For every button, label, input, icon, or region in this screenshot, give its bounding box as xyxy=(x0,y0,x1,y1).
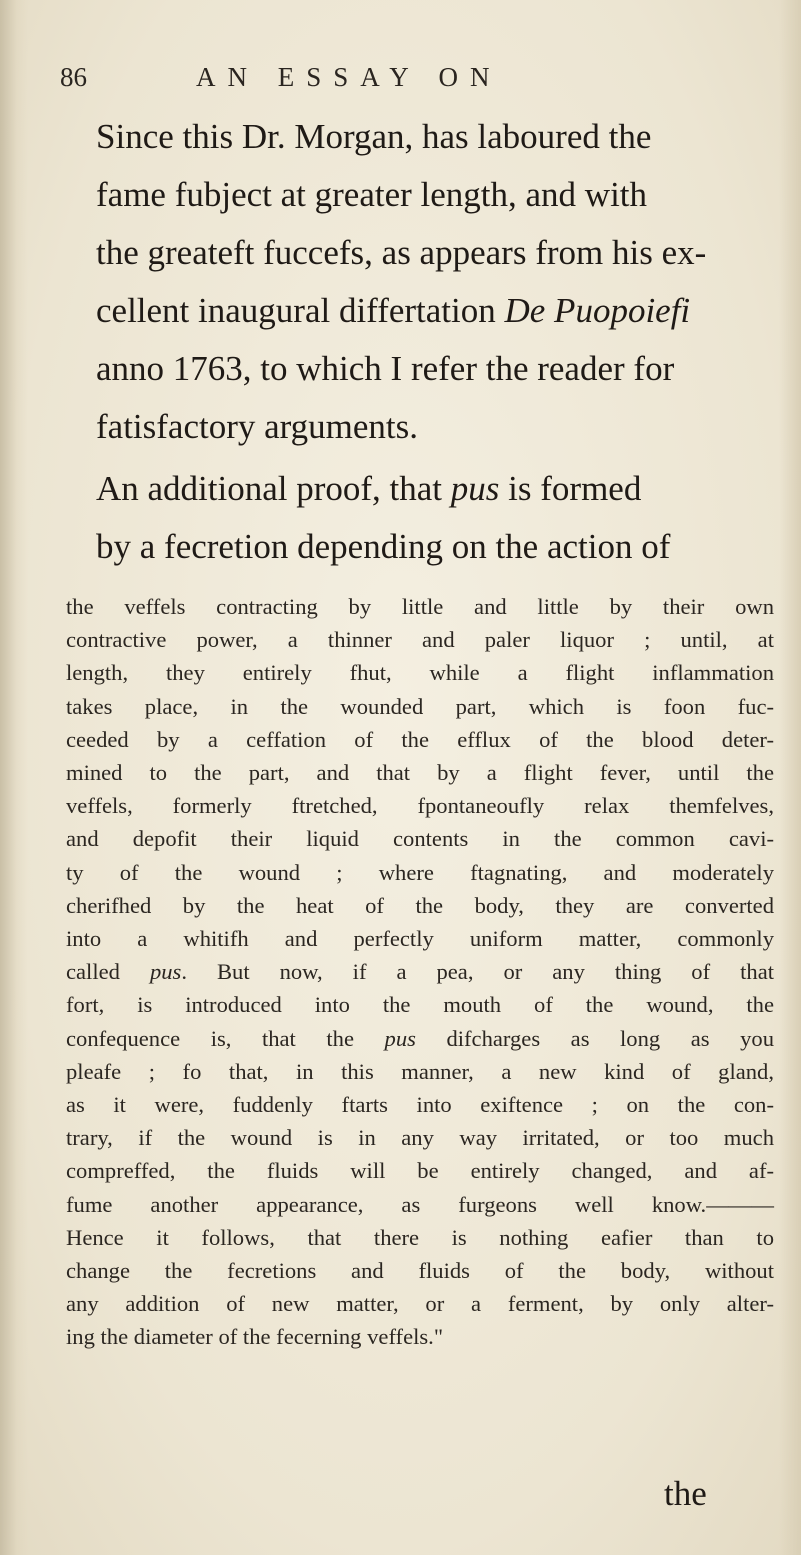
quote-line: as it were, fuddenly ftarts into exiftence ; on the con- xyxy=(66,1092,774,1118)
quote-line: contractive power, a thinner and paler liquor ; until, at xyxy=(66,627,774,653)
italic-word: pus xyxy=(450,469,500,508)
quote-line: length, they entirely fhut, while a flight inflammation xyxy=(66,660,774,686)
page-edge xyxy=(779,0,801,1555)
gutter-shadow xyxy=(0,0,28,1555)
page-number: 86 xyxy=(60,62,87,92)
text-fragment: cellent inaugural differtation xyxy=(96,291,505,330)
quote-line xyxy=(66,1022,774,1055)
catchword: the xyxy=(664,1474,707,1513)
text-fragment: . But now, if a pea, or any thing of that xyxy=(181,959,774,985)
quote-line: takes place, in the wounded part, which is foon fuc- xyxy=(66,693,774,719)
quote-line: fume another appearance, as furgeons well know.——— xyxy=(66,1191,774,1217)
text-fragment: is formed xyxy=(499,469,642,508)
text-fragment: difcharges as long as you xyxy=(415,1025,774,1051)
text-fragment: An additional proof, that xyxy=(96,469,451,508)
text-fragment: confequence is, that the xyxy=(66,1025,385,1051)
text-fragment: called xyxy=(66,959,150,985)
text-line xyxy=(66,282,781,340)
quote-line: into a whitifh and perfectly uniform matter, commonly xyxy=(66,926,774,952)
quote-line: mined to the part, and that by a flight fever, until the xyxy=(66,760,774,786)
quote-line: pleafe ; fo that, in this manner, a new kind of gland, xyxy=(66,1058,774,1084)
quote-line: trary, if the wound is in any way irritated, or too much xyxy=(66,1125,774,1151)
paragraph-morgan xyxy=(66,108,781,456)
quote-line: ing the diameter of the fecerning veffels." xyxy=(66,1324,444,1350)
quote-line: fort, is introduced into the mouth of the wound, the xyxy=(66,992,774,1018)
text-line: by a fecretion depending on the action of xyxy=(96,527,671,566)
text-line: Since this Dr. Morgan, has laboured the xyxy=(96,117,652,156)
quote-line: compreffed, the fluids will be entirely changed, and af- xyxy=(66,1158,774,1184)
quote-line: veffels, formerly ftretched, fpontaneoufly relax themfelves, xyxy=(66,793,774,819)
italic-title: De Puopoiefi xyxy=(504,291,691,330)
quote-line xyxy=(66,955,774,988)
text-line: fame fubject at greater length, and with xyxy=(96,175,648,214)
italic-word: pus xyxy=(149,959,182,985)
text-line: fatisfactory arguments. xyxy=(96,407,419,446)
italic-word: pus xyxy=(384,1025,416,1051)
running-head: AN ESSAY ON xyxy=(196,62,502,92)
quote-line: cherifhed by the heat of the body, they are converted xyxy=(66,892,774,918)
quote-line: ty of the wound ; where ftagnating, and moderately xyxy=(66,859,774,885)
quote-line: any addition of new matter, or a ferment, by only alter- xyxy=(66,1291,774,1317)
quote-line: change the fecretions and fluids of the body, without xyxy=(66,1258,774,1284)
text-line xyxy=(66,460,781,518)
quote-line: Hence it follows, that there is nothing eafier than to xyxy=(66,1224,774,1250)
paragraph-additional-proof xyxy=(66,460,781,576)
quote-line: the veffels contracting by little and little by their own xyxy=(66,594,774,619)
text-line: anno 1763, to which I refer the reader for xyxy=(96,349,675,388)
quote-line: and depofit their liquid contents in the common cavi- xyxy=(66,826,774,852)
quote-line: ceeded by a ceffation of the efflux of the blood deter- xyxy=(66,726,774,752)
page-header xyxy=(60,62,760,102)
text-line: the greateft fuccefs, as appears from his ex- xyxy=(96,233,707,272)
quoted-passage xyxy=(66,590,774,1354)
